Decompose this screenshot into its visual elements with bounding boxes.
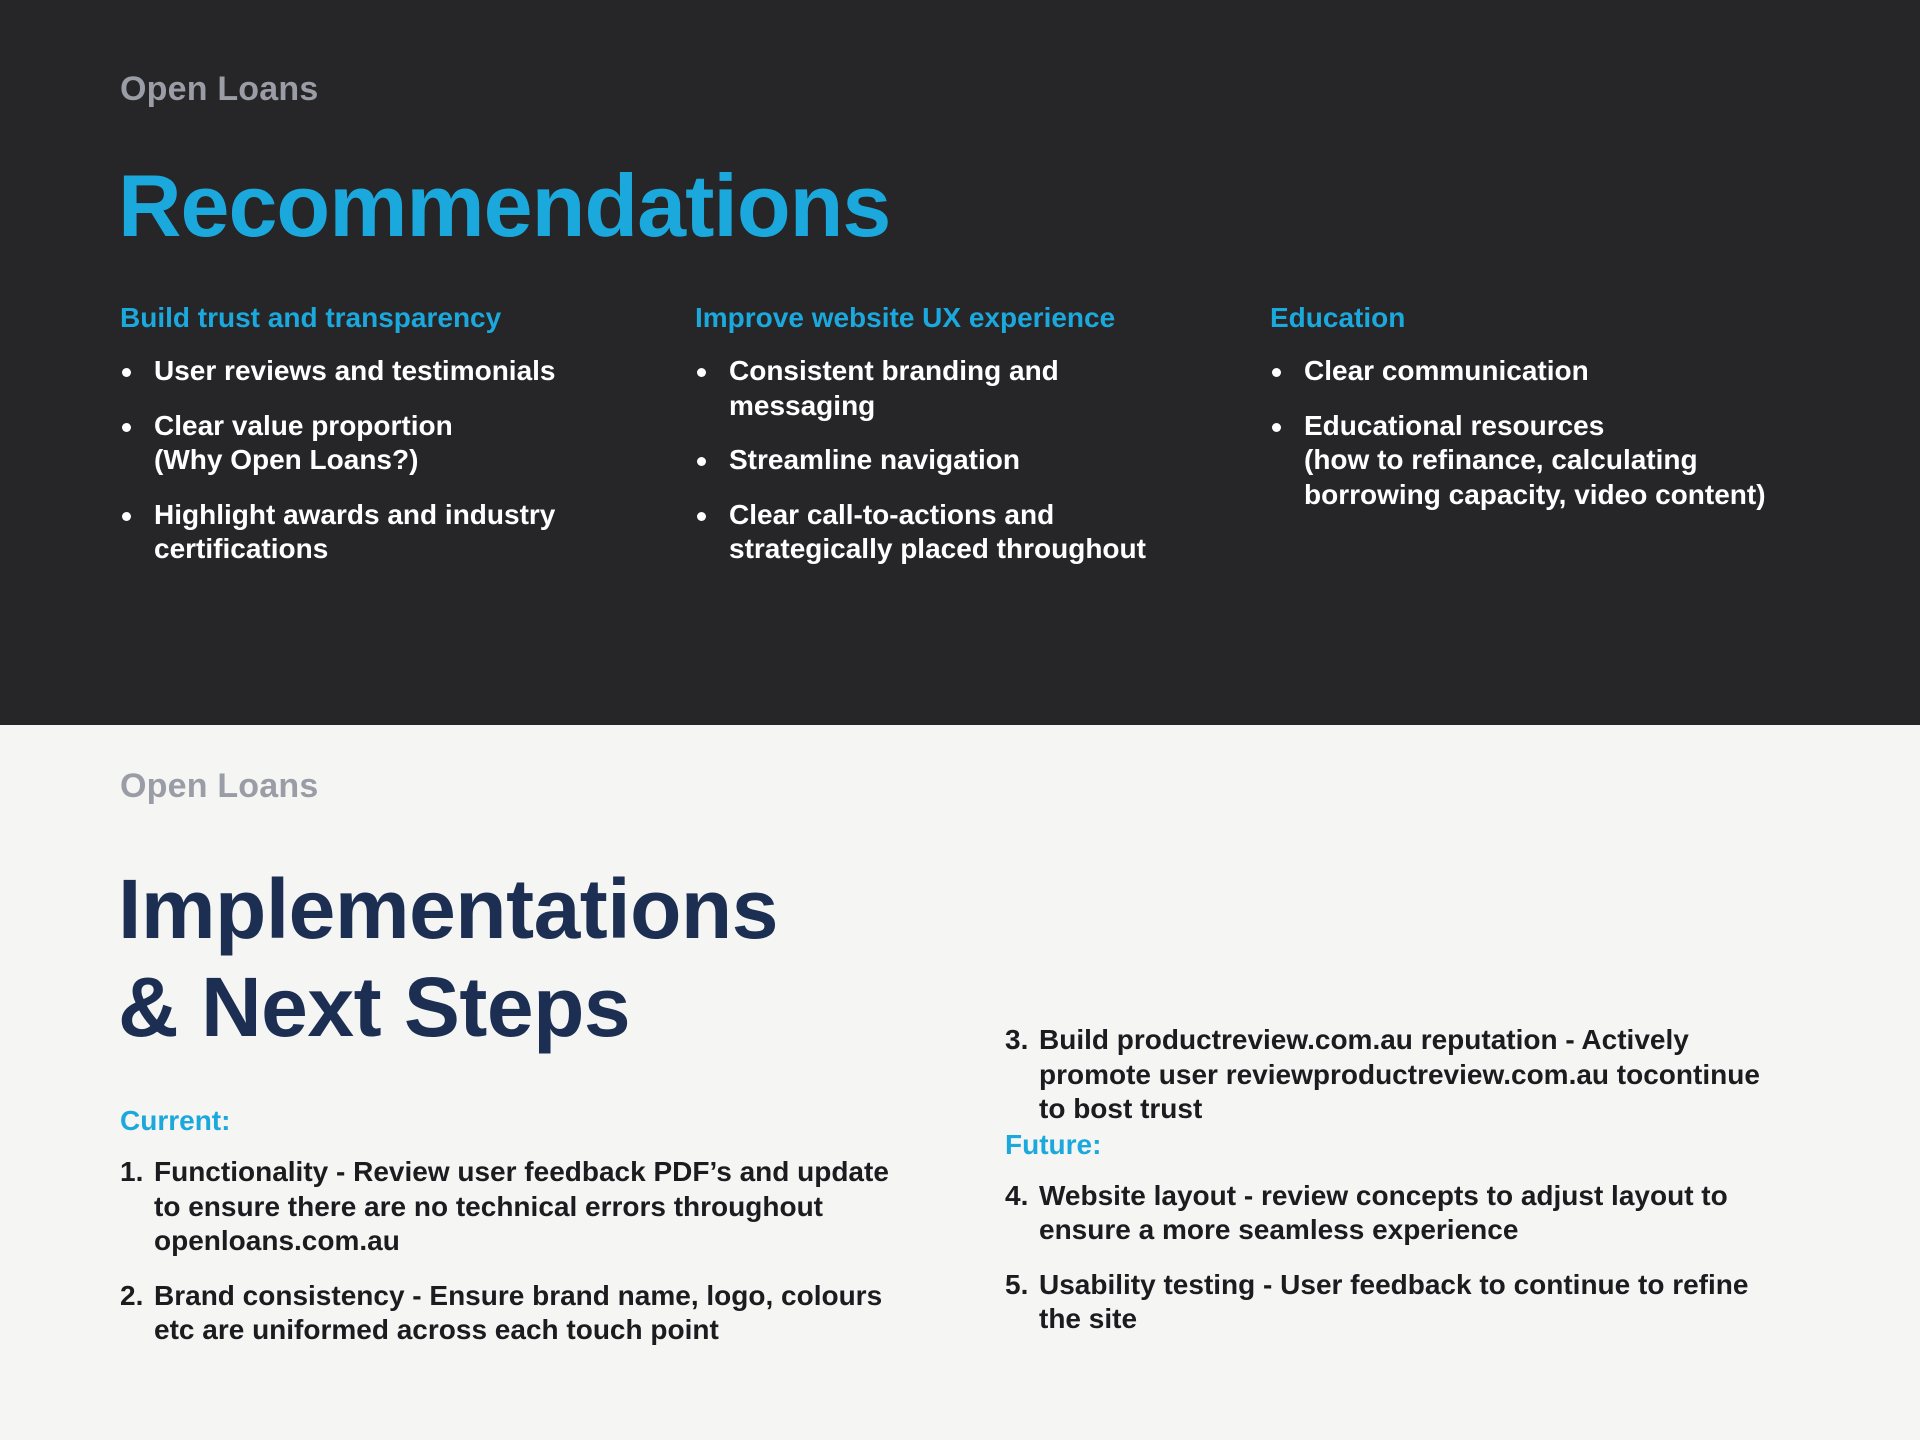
- current-label: Current:: [120, 1105, 231, 1136]
- list-item: Highlight awards and industry certifications: [120, 498, 660, 567]
- implementations-slide: [0, 725, 1920, 1440]
- education-column: [1270, 300, 1810, 532]
- list-item: 3. Build productreview.com.au reputation - Actively promote user reviewproductreview.com.au tocontinue to bost trust: [1005, 1024, 1760, 1124]
- future-label: Future:: [1005, 1128, 1102, 1160]
- list-item: Streamline navigation: [695, 443, 1235, 478]
- list-item: Clear communication: [1270, 354, 1810, 389]
- ux-column: [695, 300, 1235, 587]
- brand-label: Open Loans: [120, 767, 319, 805]
- ux-list: [695, 354, 1235, 567]
- trust-list: [120, 354, 660, 567]
- list-item: 4. Website layout - review concepts to adjust layout to ensure a more seamless experience: [1005, 1179, 1728, 1245]
- trust-heading: Build trust and transparency: [120, 302, 502, 333]
- list-item: Consistent branding and messaging: [695, 354, 1235, 423]
- current-steps: [120, 1103, 940, 1368]
- list-item: User reviews and testimonials: [120, 354, 660, 389]
- brand-label: Open Loans: [120, 70, 319, 108]
- list-item: Educational resources (how to refinance, calculating borrowing capacity, video content): [1270, 409, 1810, 513]
- education-heading: Education: [1270, 302, 1406, 333]
- list-item: Clear call-to-actions and strategically placed throughout: [695, 498, 1235, 567]
- implementations-title: Implementations & Next Steps: [118, 862, 778, 1054]
- recommendations-title: Recommendations: [118, 156, 891, 255]
- current-list-continued: [1005, 1023, 1825, 1127]
- future-steps: [1005, 1023, 1825, 1357]
- list-item: 5. Usability testing - User feedback to continue to refine the site: [1005, 1268, 1749, 1334]
- future-list: [1005, 1179, 1825, 1337]
- list-item: Clear value proportion (Why Open Loans?): [120, 409, 660, 478]
- list-item: 1. Functionality - Review user feedback PDF’s and update to ensure there are no technical errors throughout openloans.com.au: [120, 1156, 889, 1256]
- trust-column: [120, 300, 660, 587]
- current-list: [120, 1155, 940, 1348]
- education-list: [1270, 354, 1810, 512]
- list-item: 2. Brand consistency - Ensure brand name, logo, colours etc are uniformed across each touch point: [120, 1279, 883, 1345]
- ux-heading: Improve website UX experience: [695, 302, 1116, 333]
